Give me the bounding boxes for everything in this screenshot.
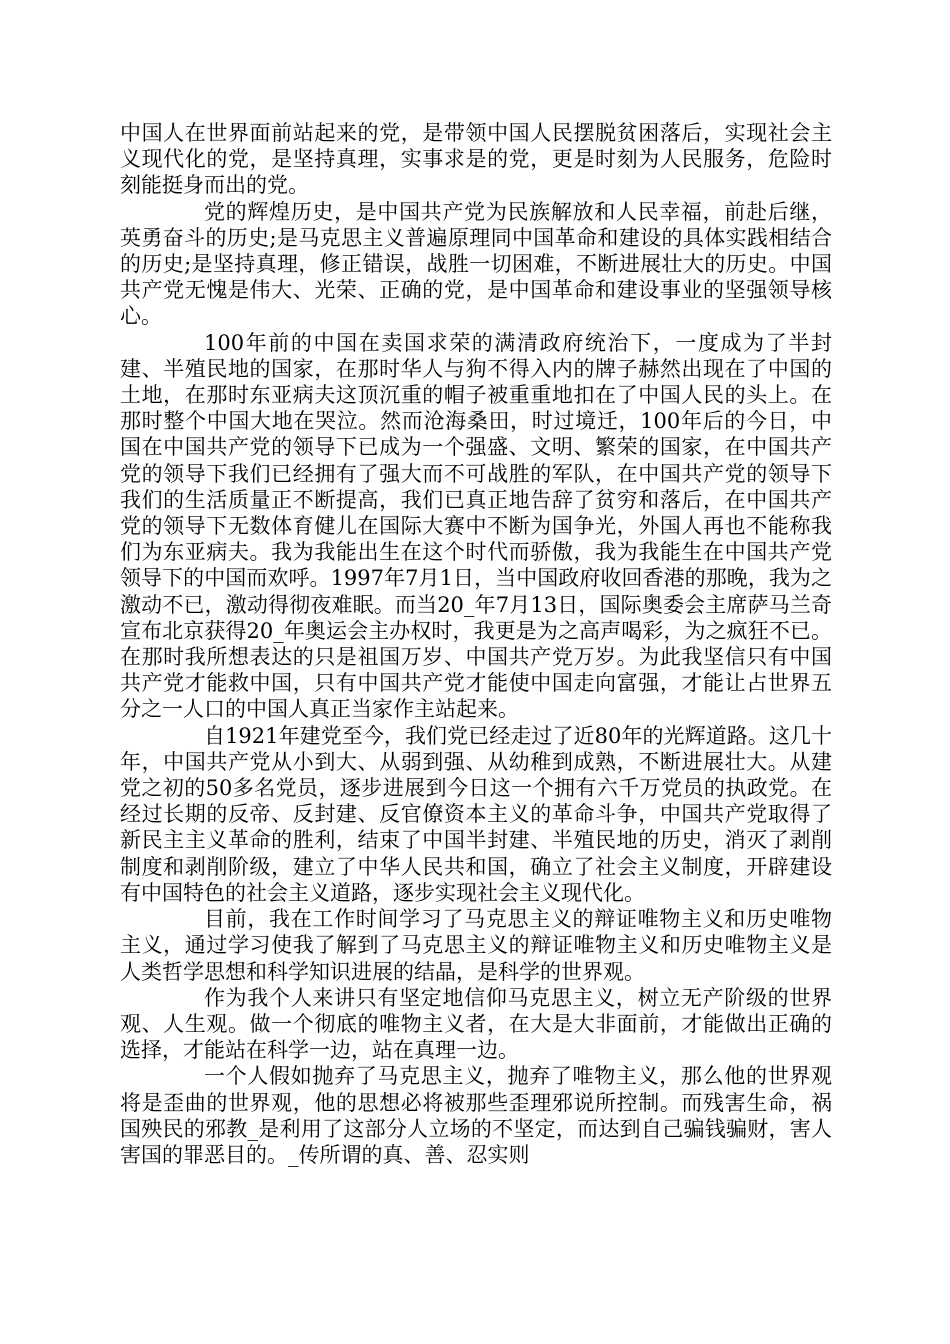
paragraph-6: 作为我个人来讲只有坚定地信仰马克思主义，树立无产阶级的世界观、人生观。做一个彻底的唯物主义者，在大是大非面前，才能做出正确的选择，才能站在科学一边，站在真理一边。 <box>120 985 832 1063</box>
paragraph-1: 中国人在世界面前站起来的党，是带领中国人民摆脱贫困落后，实现社会主义现代化的党，是坚持真理，实事求是的党，更是时刻为人民服务，危险时刻能挺身而出的党。 <box>120 121 832 198</box>
paragraph-5: 目前，我在工作时间学习了马克思主义的辩证唯物主义和历史唯物主义，通过学习使我了解到了马克思主义的辩证唯物主义和历史唯物主义是人类哲学思想和科学知识进展的结晶，是科学的世界观。 <box>120 907 832 984</box>
document-body <box>120 120 832 1168</box>
paragraph-4: 自1921年建党至今，我们党已经走过了近80年的光辉道路。这几十年，中国共产党从小到大、从弱到强、从幼稚到成熟，不断进展壮大。从建党之初的50多名党员，逐步进展到今日这一个拥有六千万党员的执政党。在经过长期的反帝、反封建、反官僚资本主义的革命斗争，中国共产党取得了新民主主义革命的胜利，结束了中国半封建、半殖民地的历史，消灭了剥削制度和剥削阶级，建立了中华人民共和国，确立了社会主义制度，开辟建设有中国特色的社会主义道路，逐步实现社会主义现代化。 <box>120 723 832 905</box>
paragraph-3: 100年前的中国在卖国求荣的满清政府统治下，一度成为了半封建、半殖民地的国家，在那时华人与狗不得入内的牌子赫然出现在了中国的土地，在那时东亚病夫这顶沉重的帽子被重重地扣在了中国人民的头上。在那时整个中国大地在哭泣。然而沧海桑田，时过境迁，100年后的今日，中国在中国共产党的领导下已成为一个强盛、文明、繁荣的国家，在中国共产党的领导下我们已经拥有了强大而不可战胜的军队，在中国共产党的领导下我们的生活质量正不断提高，我们已真正地告辞了贫穷和落后，在中国共产党的领导下无数体育健儿在国际大赛中不断为国争光，外国人再也不能称我们为东亚病夫。我为我能出生在这个时代而骄傲，我为我能生在中国共产党领导下的中国而欢呼。1997年7月1日，当中国政府收回香港的那晚，我为之激动不已，激动得彻夜难眠。而当20_年7月13日，国际奥委会主席萨马兰奇宣布北京获得20_年奥运会主办权时，我更是为之高声喝彩，为之疯狂不已。在那时我所想表达的只是祖国万岁、中国共产党万岁。为此我坚信只有中国共产党才能救中国，只有中国共产党才能使中国走向富强，才能让占世界五分之一人口的中国人真正当家作主站起来。 <box>120 330 832 722</box>
paragraph-2: 党的辉煌历史，是中国共产党为民族解放和人民幸福，前赴后继，英勇奋斗的历史;是马克思主义普遍原理同中国革命和建设的具体实践相结合的历史;是坚持真理，修正错误，战胜一切困难，不断进展壮大的历史。中国共产党无愧是伟大、光荣、正确的党，是中国革命和建设事业的坚强领导核心。 <box>120 199 832 329</box>
paragraph-7: 一个人假如抛弃了马克思主义，抛弃了唯物主义，那么他的世界观将是歪曲的世界观，他的思想必将被那些歪理邪说所控制。而残害生命，祸国殃民的邪教_是利用了这部分人立场的不坚定，而达到自己骗钱骗财，害人害国的罪恶目的。_传所谓的真、善、忍实则 <box>120 1064 832 1167</box>
